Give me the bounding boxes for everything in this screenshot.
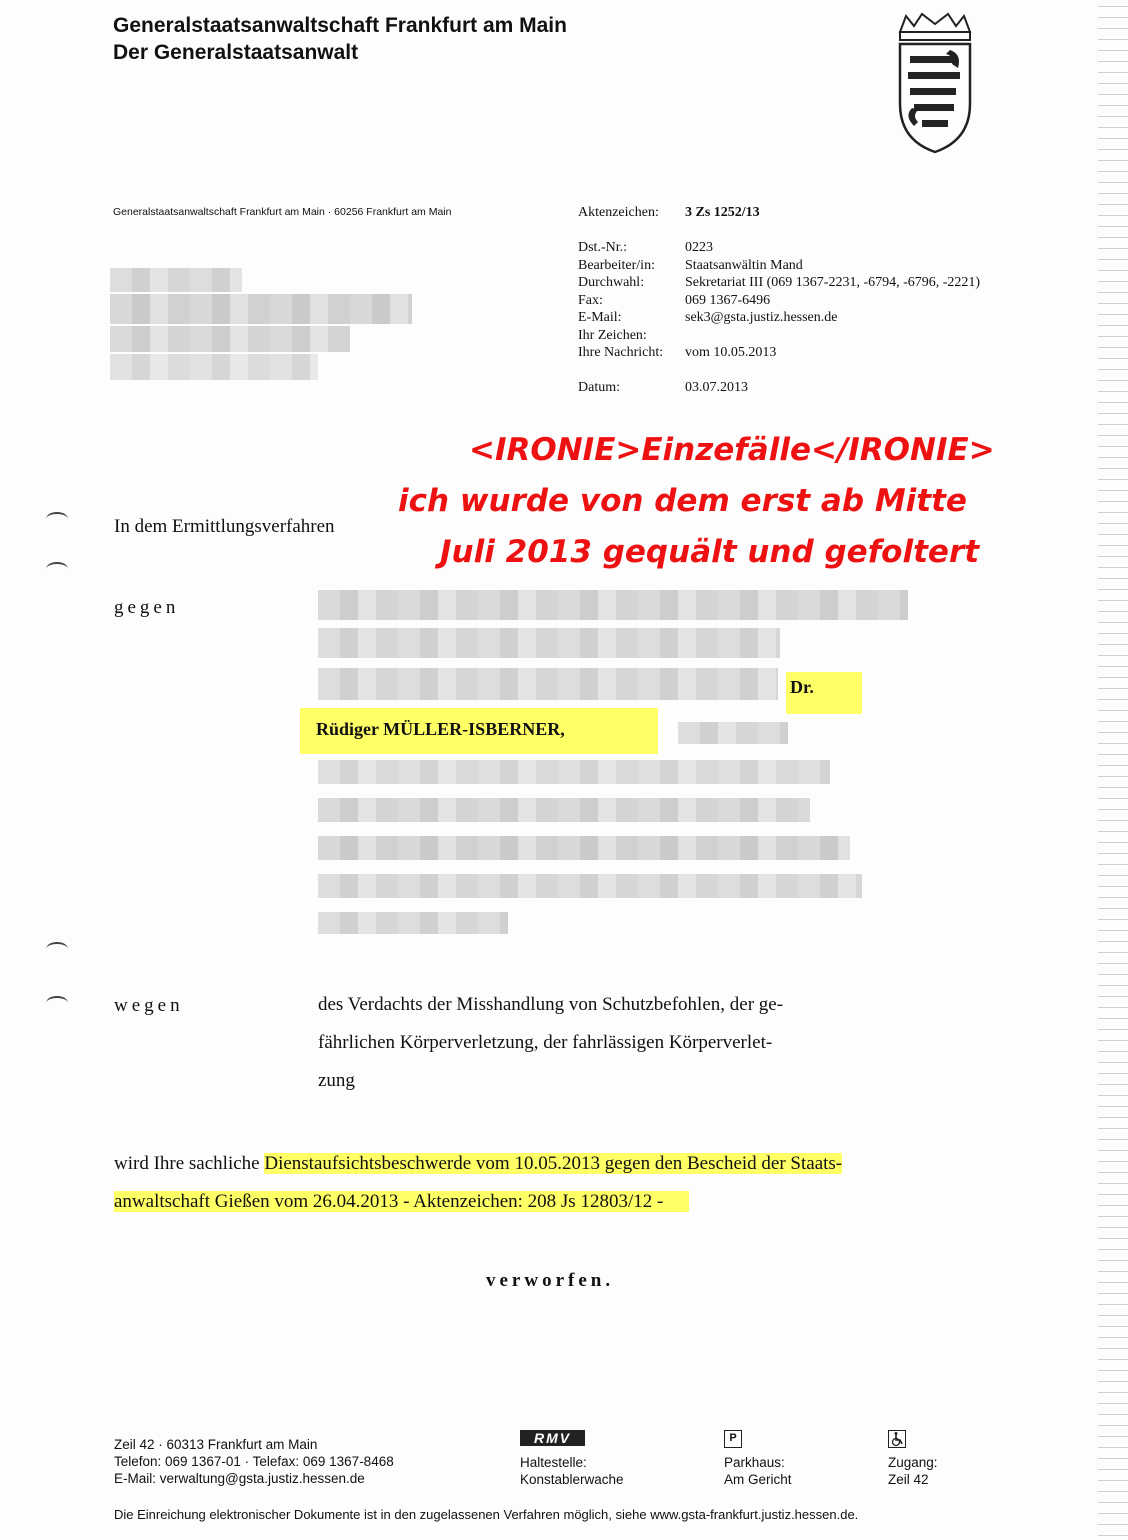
punch-mark	[46, 562, 68, 576]
punch-mark	[46, 996, 68, 1010]
reference-row	[578, 363, 980, 381]
reference-value: 03.07.2013	[685, 380, 748, 395]
reference-row	[578, 275, 980, 293]
reference-value	[685, 363, 980, 381]
reference-value: Staatsanwältin Mand	[685, 257, 803, 273]
footer-email-line: E-Mail: verwaltung@gsta.justiz.hessen.de	[114, 1471, 365, 1486]
redacted-text	[318, 590, 908, 620]
scan-edge-noise	[1098, 0, 1128, 1540]
hessen-coat-of-arms-icon	[896, 12, 974, 154]
decision-highlight-2: anwaltschaft Gießen vom 26.04.2013 - Aktenzeichen: 208 Js 12803/12 -	[114, 1191, 689, 1212]
redacted-address	[110, 354, 318, 380]
reference-key	[578, 223, 685, 241]
charges-line: fährlichen Körperverletzung, der fahrlässigen Körperverlet-	[318, 1032, 773, 1053]
reference-key: Ihre Nachricht:	[578, 345, 664, 360]
redacted-text	[678, 722, 788, 744]
reference-key: E-Mail:	[578, 310, 622, 325]
footer-phone-line: Telefon: 069 1367-01 · Telefax: 069 1367-8468	[114, 1454, 394, 1469]
wegen-label: wegen	[114, 995, 184, 1016]
redacted-address	[110, 326, 350, 352]
reference-row	[578, 380, 980, 398]
footer-address-line: Zeil 42 · 60313 Frankfurt am Main	[114, 1437, 318, 1452]
redacted-text	[318, 836, 850, 860]
redacted-text	[318, 874, 862, 898]
reference-key: Bearbeiter/in:	[578, 257, 655, 273]
reference-row	[578, 258, 980, 276]
charges-line: des Verdachts der Misshandlung von Schutzbefohlen, der ge-	[318, 994, 784, 1015]
reference-row	[578, 328, 980, 346]
reference-key: Aktenzeichen:	[578, 205, 659, 220]
reference-value: 3 Zs 1252/13	[685, 205, 760, 220]
footer-notice: Die Einreichung elektronischer Dokumente ist in den zugelassenen Verfahren möglich, siehe www.gsta-frankfurt.justiz.hessen.de.	[114, 1507, 859, 1522]
reference-value: sek3@gsta.justiz.hessen.de	[685, 310, 838, 325]
charges	[318, 986, 908, 1100]
authority-name: Generalstaatsanwaltschaft Frankfurt am Main	[113, 14, 567, 37]
reference-row	[578, 240, 980, 258]
transit-value: Konstablerwache	[520, 1472, 624, 1487]
reference-row	[578, 293, 980, 311]
sender-return-address: Generalstaatsanwaltschaft Frankfurt am Main · 60256 Frankfurt am Main	[113, 206, 452, 218]
reference-value: 069 1367-6496	[685, 292, 771, 308]
authority-header	[113, 12, 567, 66]
reference-key	[578, 363, 685, 381]
redacted-text	[318, 628, 780, 658]
redacted-text	[318, 912, 508, 934]
redacted-text	[318, 798, 810, 822]
footer-address	[114, 1436, 394, 1487]
redacted-address	[110, 268, 242, 292]
punch-mark	[46, 942, 68, 956]
reference-value	[685, 223, 980, 241]
reference-value	[685, 328, 980, 346]
parking-icon: P	[724, 1430, 742, 1448]
reference-key: Ihr Zeichen:	[578, 327, 647, 343]
decision-highlight-1: Dienstaufsichtsbeschwerde vom 10.05.2013 gegen den Bescheid der Staats-	[264, 1153, 843, 1174]
redacted-text	[318, 760, 830, 784]
proceeding-intro: In dem Ermittlungsverfahren	[114, 516, 335, 537]
charges-line: zung	[318, 1070, 355, 1091]
verdict: verworfen.	[486, 1270, 615, 1291]
rmv-logo: RMV	[520, 1430, 585, 1446]
parking-label: Parkhaus:	[724, 1455, 785, 1470]
access-label: Zugang:	[888, 1455, 938, 1470]
reference-value: vom 10.05.2013	[685, 345, 777, 360]
authority-subtitle: Der Generalstaatsanwalt	[113, 41, 359, 64]
annotation-line-1: <IRONIE>Einzefälle</IRONIE>	[469, 432, 995, 468]
transit-label: Haltestelle:	[520, 1455, 587, 1470]
punch-mark	[46, 512, 68, 526]
reference-block	[578, 205, 980, 398]
decision-text	[114, 1145, 842, 1221]
footer-transit	[520, 1454, 624, 1488]
parking-value: Am Gericht	[724, 1472, 792, 1487]
reference-row	[578, 345, 980, 363]
decision-prefix: wird Ihre sachliche	[114, 1153, 265, 1174]
annotation-line-2: ich wurde von dem erst ab Mitte	[398, 483, 967, 519]
reference-key: Fax:	[578, 292, 603, 308]
footer-access	[888, 1454, 938, 1488]
accused-title: Dr.	[790, 677, 814, 697]
reference-key: Dst.-Nr.:	[578, 240, 627, 255]
access-value: Zeil 42	[888, 1472, 929, 1487]
wheelchair-icon	[888, 1430, 906, 1448]
accused-name: Rüdiger MÜLLER-ISBERNER,	[316, 719, 565, 739]
reference-row	[578, 205, 980, 223]
reference-key: Datum:	[578, 380, 620, 395]
gegen-label: gegen	[114, 597, 180, 618]
redacted-address	[110, 294, 412, 324]
footer-parking	[724, 1454, 792, 1488]
redacted-text	[318, 668, 778, 700]
reference-row	[578, 310, 980, 328]
reference-value: 0223	[685, 240, 713, 255]
reference-key: Durchwahl:	[578, 275, 645, 290]
reference-row	[578, 223, 980, 241]
annotation-line-3: Juli 2013 gequält und gefoltert	[440, 534, 980, 570]
reference-value: Sekretariat III (069 1367-2231, -6794, -6796, -2221)	[685, 275, 981, 290]
